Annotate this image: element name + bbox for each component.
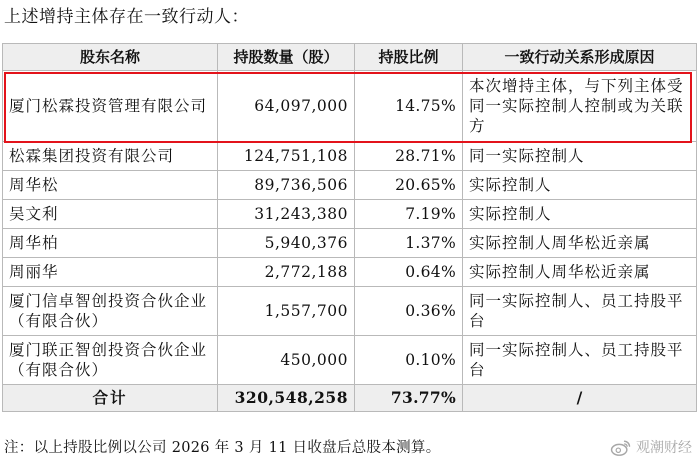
shareholder-name: 周华松 bbox=[3, 171, 218, 200]
table-row bbox=[3, 142, 697, 171]
share-count: 124,751,108 bbox=[218, 142, 355, 171]
table-row bbox=[3, 229, 697, 258]
shareholder-name: 周丽华 bbox=[3, 258, 218, 287]
total-share-ratio: 73.77% bbox=[355, 385, 463, 412]
share-ratio: 0.10% bbox=[355, 336, 463, 385]
share-count: 1,557,700 bbox=[218, 287, 355, 336]
header-share-ratio: 持股比例 bbox=[355, 44, 463, 71]
concert-reason: 同一实际控制人、员工持股平台 bbox=[463, 287, 697, 336]
footnote: 注：以上持股比例以公司 2026 年 3 月 11 日收盘后总股本测算。 bbox=[4, 440, 441, 456]
total-share-count: 320,548,258 bbox=[218, 385, 355, 412]
concert-reason: 实际控制人周华松近亲属 bbox=[463, 229, 697, 258]
share-ratio: 28.71% bbox=[355, 142, 463, 171]
header-shareholder-name: 股东名称 bbox=[3, 44, 218, 71]
concert-reason: 实际控制人 bbox=[463, 200, 697, 229]
concert-reason: 同一实际控制人 bbox=[463, 142, 697, 171]
intro-text: 上述增持主体存在一致行动人： bbox=[4, 7, 249, 27]
weibo-logo-icon bbox=[610, 439, 632, 457]
table-row bbox=[3, 336, 697, 385]
table-row bbox=[3, 200, 697, 229]
table-row bbox=[3, 71, 697, 142]
header-concert-reason: 一致行动关系形成原因 bbox=[463, 44, 697, 71]
concert-reason: 同一实际控制人、员工持股平台 bbox=[463, 336, 697, 385]
share-ratio: 7.19% bbox=[355, 200, 463, 229]
total-label: 合计 bbox=[3, 385, 218, 412]
shareholder-name: 吴文利 bbox=[3, 200, 218, 229]
share-ratio: 14.75% bbox=[355, 71, 463, 142]
shareholder-name: 厦门信卓智创投资合伙企业（有限合伙） bbox=[3, 287, 218, 336]
share-count: 450,000 bbox=[218, 336, 355, 385]
total-concert-reason: / bbox=[463, 385, 697, 412]
share-ratio: 0.64% bbox=[355, 258, 463, 287]
concert-reason: 实际控制人周华松近亲属 bbox=[463, 258, 697, 287]
share-ratio: 0.36% bbox=[355, 287, 463, 336]
share-count: 31,243,380 bbox=[218, 200, 355, 229]
table-row bbox=[3, 287, 697, 336]
table-row bbox=[3, 258, 697, 287]
watermark bbox=[610, 434, 692, 462]
header-share-count: 持股数量（股） bbox=[218, 44, 355, 71]
shareholder-name: 厦门松霖投资管理有限公司 bbox=[3, 71, 218, 142]
share-count: 89,736,506 bbox=[218, 171, 355, 200]
shareholder-table bbox=[2, 43, 697, 412]
concert-reason: 本次增持主体，与下列主体受同一实际控制人控制或为关联方 bbox=[463, 71, 697, 142]
share-ratio: 20.65% bbox=[355, 171, 463, 200]
shareholder-name: 松霖集团投资有限公司 bbox=[3, 142, 218, 171]
total-row bbox=[3, 385, 697, 412]
share-count: 2,772,188 bbox=[218, 258, 355, 287]
share-ratio: 1.37% bbox=[355, 229, 463, 258]
shareholder-name: 厦门联正智创投资合伙企业（有限合伙） bbox=[3, 336, 218, 385]
share-count: 64,097,000 bbox=[218, 71, 355, 142]
table-header-row bbox=[3, 44, 697, 71]
watermark-text: 观潮财经 bbox=[636, 440, 692, 456]
share-count: 5,940,376 bbox=[218, 229, 355, 258]
concert-reason: 实际控制人 bbox=[463, 171, 697, 200]
shareholder-name: 周华柏 bbox=[3, 229, 218, 258]
table-row bbox=[3, 171, 697, 200]
